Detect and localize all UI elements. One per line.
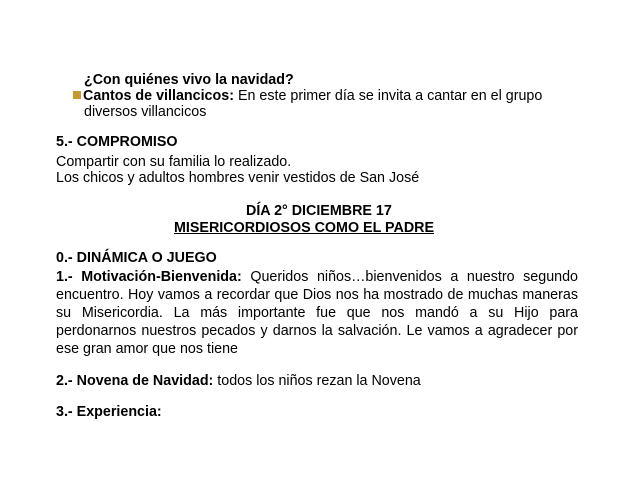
novena-text: todos los niños rezan la Novena [213,373,421,389]
square-bullet-icon [73,91,81,99]
bullet-text: En este primer día se invita a cantar en el grupo [233,88,543,104]
compromiso-line-2: Los chicos y adultos hombres venir vestidos de San José [56,170,420,186]
novena-label: 2.- Novena de Navidad: [56,373,214,389]
compromiso-line-1: Compartir con su familia lo realizado. [56,154,292,170]
bullet-item [73,88,573,104]
compromiso-heading: 5.- COMPROMISO [56,134,178,150]
bullet-label: Cantos de villancicos: [83,88,234,104]
motivacion-paragraph [56,268,578,358]
day-subtitle: MISERICORDIOSOS COMO EL PADRE [174,220,435,236]
question-heading: ¿Con quiénes vivo la navidad? [84,72,294,88]
motivacion-label: 1.- Motivación-Bienvenida: [56,269,242,285]
experiencia-heading: 3.- Experiencia: [56,404,162,420]
day-heading: DÍA 2° DICIEMBRE 17 [246,203,392,219]
bullet-text-continued: diversos villancicos [84,104,207,120]
novena-line [56,373,421,389]
motivacion-text: Queridos niños…bienvenidos a nuestro segundo encuentro. Hoy vamos a recordar que Dios nos ha mostrado de muchas maneras su Misericordia. La más importante fue que nos mandó a su Hijo para perdonarnos nuestros pecados y darnos la salvación. Le vamos a agradecer por ese gran amor que nos tiene [56,269,578,357]
dinamica-heading: 0.- DINÁMICA O JUEGO [56,250,217,266]
